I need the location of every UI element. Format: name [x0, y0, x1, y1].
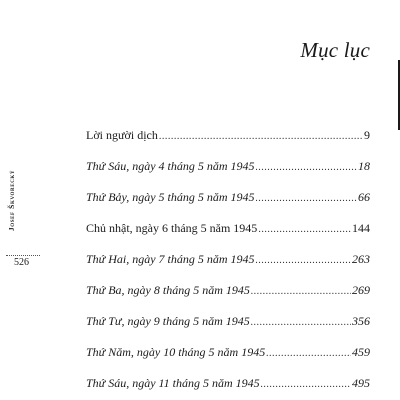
- toc-entry[interactable]: [86, 283, 370, 314]
- toc-leader-dots: [251, 317, 351, 328]
- table-of-contents: [86, 128, 370, 400]
- page-title: Mục lục: [300, 38, 370, 62]
- toc-leader-dots: [256, 193, 357, 204]
- toc-entry-title: Thứ Tư, ngày 9 tháng 5 năm 1945: [86, 314, 250, 328]
- toc-entry[interactable]: [86, 252, 370, 283]
- toc-entry-page: 356: [352, 314, 370, 328]
- running-header-author: [3, 152, 21, 248]
- toc-entry-title: Chủ nhật, ngày 6 tháng 5 năm 1945: [86, 221, 258, 235]
- toc-leader-dots: [266, 348, 351, 359]
- toc-leader-dots: [256, 162, 357, 173]
- toc-entry-page: 18: [358, 159, 370, 173]
- toc-entry-page: 269: [352, 283, 370, 297]
- toc-entry-page: 144: [352, 221, 370, 235]
- running-header-divider: [6, 255, 40, 256]
- toc-entry-page: 495: [352, 376, 370, 390]
- toc-entry-title: Thứ Bảy, ngày 5 tháng 5 năm 1945: [86, 190, 255, 204]
- toc-entry-title: Thứ Ba, ngày 8 tháng 5 năm 1945: [86, 283, 250, 297]
- toc-entry-page: 9: [364, 128, 370, 142]
- toc-entry-title: Lời người dịch: [86, 128, 158, 142]
- toc-entry[interactable]: [86, 376, 370, 400]
- toc-entry[interactable]: [86, 159, 370, 190]
- toc-entry-page: 459: [352, 345, 370, 359]
- toc-entry-title: Thứ Sáu, ngày 4 tháng 5 năm 1945: [86, 159, 255, 173]
- toc-entry-page: 66: [358, 190, 370, 204]
- toc-entry-title: Thứ Sáu, ngày 11 tháng 5 năm 1945: [86, 376, 260, 390]
- toc-entry[interactable]: [86, 345, 370, 376]
- toc-leader-dots: [159, 131, 363, 142]
- toc-leader-dots: [258, 224, 351, 235]
- toc-entry-title: Thứ Năm, ngày 10 tháng 5 năm 1945: [86, 345, 266, 359]
- toc-leader-dots: [251, 286, 351, 297]
- toc-entry[interactable]: [86, 314, 370, 345]
- toc-entry-title: Thứ Hai, ngày 7 tháng 5 năm 1945: [86, 252, 255, 266]
- page-number: 526: [14, 257, 29, 268]
- author-name: Josef Škvorecký: [7, 169, 17, 231]
- toc-entry[interactable]: [86, 190, 370, 221]
- toc-entry[interactable]: [86, 221, 370, 252]
- toc-entry[interactable]: [86, 128, 370, 159]
- toc-entry-page: 263: [352, 252, 370, 266]
- toc-leader-dots: [256, 255, 351, 266]
- toc-leader-dots: [261, 379, 351, 390]
